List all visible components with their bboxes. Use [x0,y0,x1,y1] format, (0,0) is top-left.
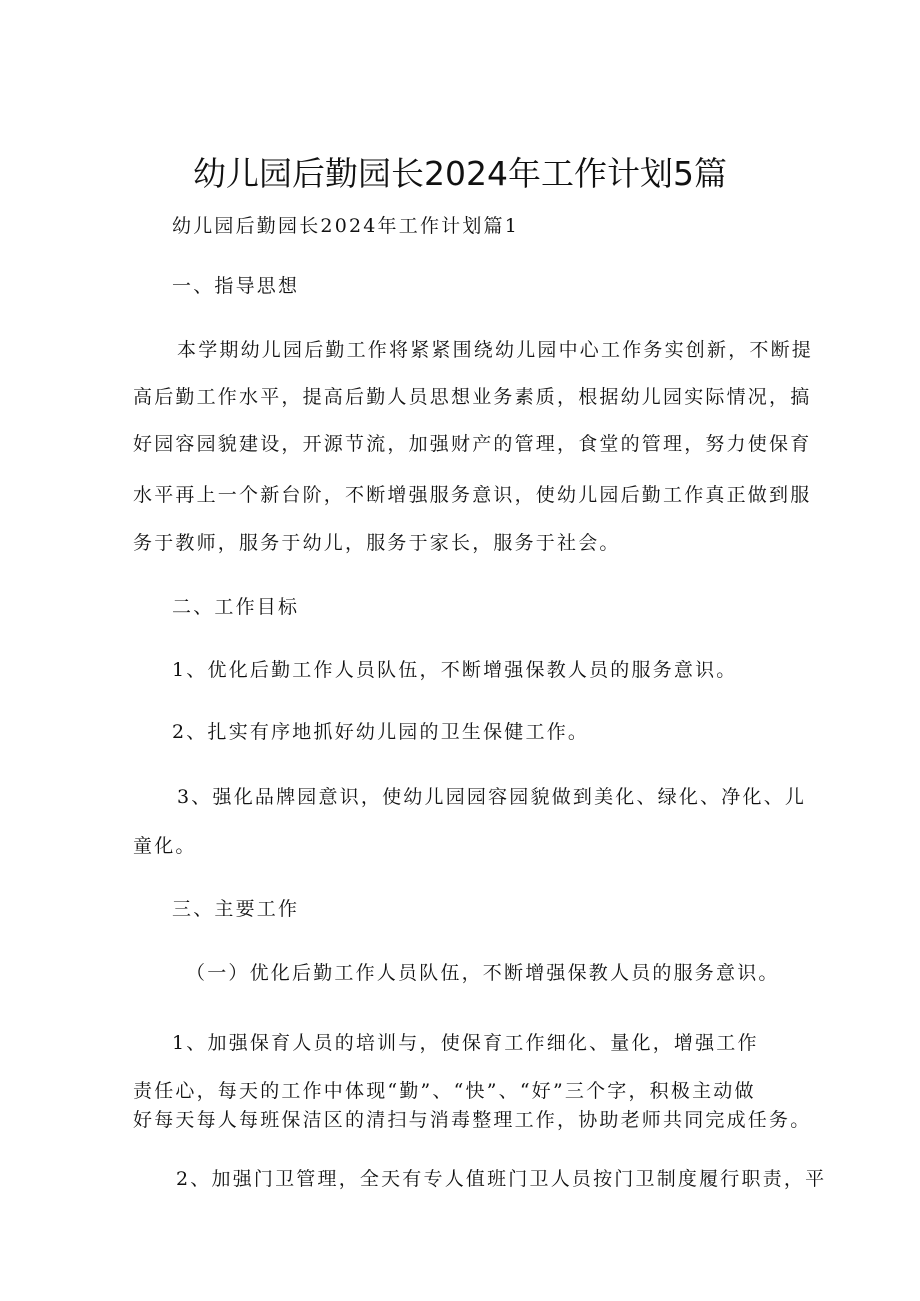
paragraph-line: 高后勤工作水平，提高后勤人员思想业务素质，根据幼儿园实际情况，搞 [133,386,812,408]
paragraph-line: 童化。 [133,835,197,857]
paragraph-line: 好每天每人每班保洁区的清扫与消毒整理工作，协助老师共同完成任务。 [133,1109,812,1131]
goal-item: 2、扎实有序地抓好幼儿园的卫生保健工作。 [172,721,590,743]
goal-item: 1、优化后勤工作人员队伍，不断增强保教人员的服务意识。 [172,659,738,681]
paragraph-line: 3、强化品牌园意识，使幼儿园园容园貌做到美化、绿化、净化、儿 [177,786,807,808]
work-item: 2、加强门卫管理，全天有专人值班门卫人员按门卫制度履行职责，平 [176,1168,827,1190]
work-item-first-line: 1、加强保育人员的培训与，使保育工作细化、量化，增强工作 [172,1032,759,1054]
paragraph-line: 责任心，每天的工作中体现“勤”、“快”、“好”三个字，积极主动做 [133,1080,756,1102]
section-heading-main-work: 三、主要工作 [172,898,300,920]
document-title: 幼儿园后勤园长2024年工作计划5篇 [193,154,727,193]
paragraph-line: 务于教师，服务于幼儿，服务于家长，服务于社会。 [133,532,621,554]
section-heading-guiding-thought: 一、指导思想 [172,275,300,297]
subtitle: 幼儿园后勤园长2024年工作计划篇1 [172,215,520,237]
subsection-heading: （一）优化后勤工作人员队伍，不断增强保教人员的服务意识。 [186,962,780,984]
paragraph-line: 好园容园貌建设，开源节流，加强财产的管理，食堂的管理，努力使保育 [133,433,812,455]
section-heading-work-goals: 二、工作目标 [172,596,300,618]
paragraph-line: 本学期幼儿园后勤工作将紧紧围绕幼儿园中心工作务实创新，不断提 [177,339,814,361]
paragraph-line: 水平再上一个新台阶，不断增强服务意识，使幼儿园后勤工作真正做到服 [133,484,812,506]
